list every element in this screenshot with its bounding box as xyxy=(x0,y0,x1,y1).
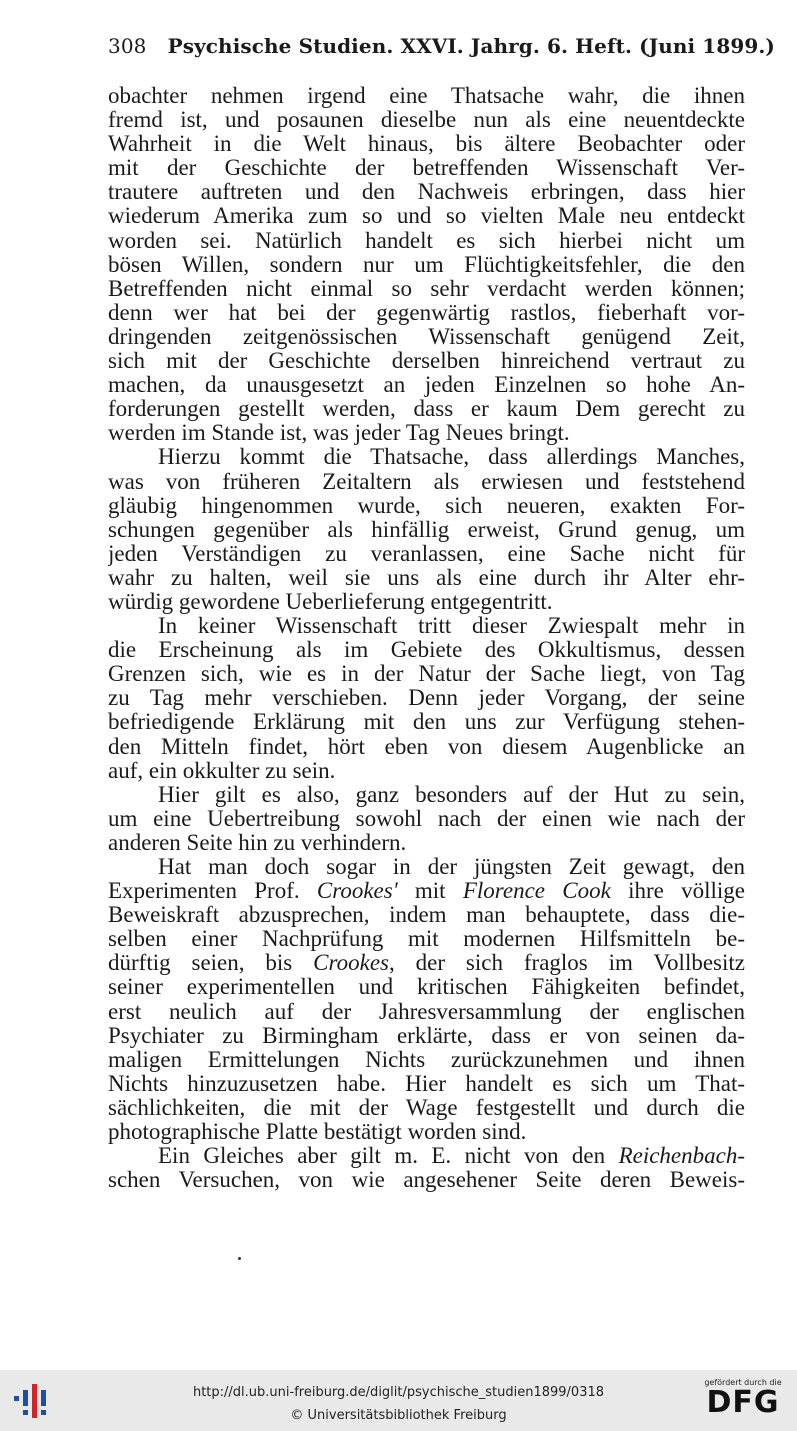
text-line: erst neulich auf der Jahresversammlung der englischen xyxy=(108,999,745,1024)
text-line: maligen Ermittelungen Nichts zurückzunehmen und ihnen xyxy=(108,1047,745,1072)
text-line: befriedigende Erklärung mit den uns zur Verfügung stehen- xyxy=(108,710,745,735)
text-line: Wahrheit in die Welt hinaus, bis ältere Beobachter oder xyxy=(108,132,745,157)
text-line: Beweiskraft abzusprechen, indem man behauptete, dass die- xyxy=(108,903,745,928)
text-line: seiner experimentellen und kritischen Fähigkeiten befindet, xyxy=(108,975,745,1000)
running-title: Psychische Studien. XXVI. Jahrg. 6. Heft. (Juni 1899.) xyxy=(167,34,775,58)
text-line: wiederum Amerika zum so und so vielten Male neu entdeckt xyxy=(108,204,745,229)
text-line: machen, da unausgesetzt an jeden Einzelnen so hohe An- xyxy=(108,373,745,398)
dfg-wordmark: DFG xyxy=(706,1385,780,1420)
text-line: Hier gilt es also, ganz besonders auf der Hut zu sein, xyxy=(158,782,745,807)
text-line: selben einer Nachprüfung mit modernen Hilfsmitteln be- xyxy=(108,927,745,952)
text-line: In keiner Wissenschaft tritt dieser Zwiespalt mehr in xyxy=(158,614,745,639)
text-line: gläubig hingenommen wurde, sich neueren, exakten For- xyxy=(108,493,745,518)
text-line: schen Versuchen, von wie angesehener Seite deren Beweis- xyxy=(108,1168,745,1193)
text-line: fremd ist, und posaunen dieselbe nun als eine neuentdeckte xyxy=(108,108,745,133)
text-line: Nichts hinzuzusetzen habe. Hier handelt es sich um That- xyxy=(108,1071,745,1096)
page-number: 308 xyxy=(108,34,147,58)
text-fragment: Experimenten Prof. xyxy=(108,879,317,904)
text-line: jeden Verständigen zu veranlassen, eine Sache nicht für xyxy=(108,541,745,566)
text-line: worden sei. Natürlich handelt es sich hierbei nicht um xyxy=(108,228,745,253)
text-line: werden im Stande ist, was jeder Tag Neues bringt. xyxy=(108,421,570,446)
text-line: photographische Platte bestätigt worden sind. xyxy=(108,1120,527,1145)
name-crookes: Crookes' xyxy=(316,879,398,904)
text-line xyxy=(108,951,745,975)
viewer-footer xyxy=(0,1370,797,1431)
text-line: auf, ein okkulter zu sein. xyxy=(108,758,336,783)
text-fragment: Ein Gleiches aber gilt m. E. nicht von den xyxy=(158,1144,619,1169)
text-line: Grenzen sich, wie es in der Natur der Sache liegt, von Tag xyxy=(108,662,745,687)
text-line: Betreffenden nicht einmal so sehr verdacht werden können; xyxy=(108,276,745,301)
name-florence-cook: Florence Cook xyxy=(462,879,611,904)
text-line: trautere auftreten und den Nachweis erbringen, dass hier xyxy=(108,180,745,205)
text-fragment: , der sich fraglos im Vollbesitz xyxy=(388,951,745,976)
copyright-notice: © Universitätsbibliothek Freiburg xyxy=(290,1408,507,1423)
text-line: schungen gegenüber als hinfällig erweist, Grund genug, um xyxy=(108,517,745,542)
text-line xyxy=(108,1144,745,1168)
text-line: würdig gewordene Ueberlieferung entgegentritt. xyxy=(108,589,553,614)
name-crookes: Crookes xyxy=(313,951,389,976)
text-line: wahr zu halten, weil sie uns als eine durch ihr Alter ehr- xyxy=(108,565,745,590)
running-header xyxy=(108,34,775,58)
text-fragment: dürftig seien, bis xyxy=(108,951,314,976)
text-fragment: ihre völlige xyxy=(610,879,745,904)
text-line: den Mitteln findet, hört eben von diesem Augenblicke an xyxy=(108,734,745,759)
text-line xyxy=(108,879,745,903)
text-fragment: mit xyxy=(397,879,463,904)
body-text xyxy=(108,84,745,1192)
text-line: mit der Geschichte der betreffenden Wissenschaft Ver- xyxy=(108,156,745,181)
text-line: Hat man doch sogar in der jüngsten Zeit gewagt, den xyxy=(158,855,745,879)
funding-caption: gefördert durch die xyxy=(704,1378,782,1387)
text-line: was von früheren Zeitaltern als erwiesen und feststehend xyxy=(108,469,745,494)
text-line: denn wer hat bei der gegenwärtig rastlos, fieberhaft vor- xyxy=(108,300,745,325)
dfg-logo xyxy=(699,1378,787,1424)
text-line: forderungen gestellt werden, dass er kaum Dem gerecht zu xyxy=(108,397,745,422)
ink-speck xyxy=(238,1257,241,1260)
text-line: sich mit der Geschichte derselben hinreichend vertraut zu xyxy=(108,349,745,374)
text-line: die Erscheinung als im Gebiete des Okkultismus, dessen xyxy=(108,638,745,663)
text-line: dringenden zeitgenössischen Wissenschaft genügend Zeit, xyxy=(108,324,745,349)
text-line: um eine Uebertreibung sowohl nach der einen wie nach der xyxy=(108,806,745,831)
text-line: Hierzu kommt die Thatsache, dass allerdings Manches, xyxy=(158,445,745,470)
text-line: zu Tag mehr verschieben. Denn jeder Vorgang, der seine xyxy=(108,686,745,711)
permalink[interactable]: http://dl.ub.uni-freiburg.de/diglit/psychische_studien1899/0318 xyxy=(192,1385,605,1400)
text-line: bösen Willen, sondern nur um Flüchtigkeitsfehler, die den xyxy=(108,252,745,277)
text-line: anderen Seite hin zu verhindern. xyxy=(108,830,407,855)
text-line: obachter nehmen irgend eine Thatsache wahr, die ihnen xyxy=(108,84,745,108)
text-line: sächlichkeiten, die mit der Wage festgestellt und durch die xyxy=(108,1095,745,1120)
name-reichenbach: Reichenbach- xyxy=(618,1144,745,1169)
text-line: Psychiater zu Birmingham erklärte, dass er von seinen da- xyxy=(108,1023,745,1048)
